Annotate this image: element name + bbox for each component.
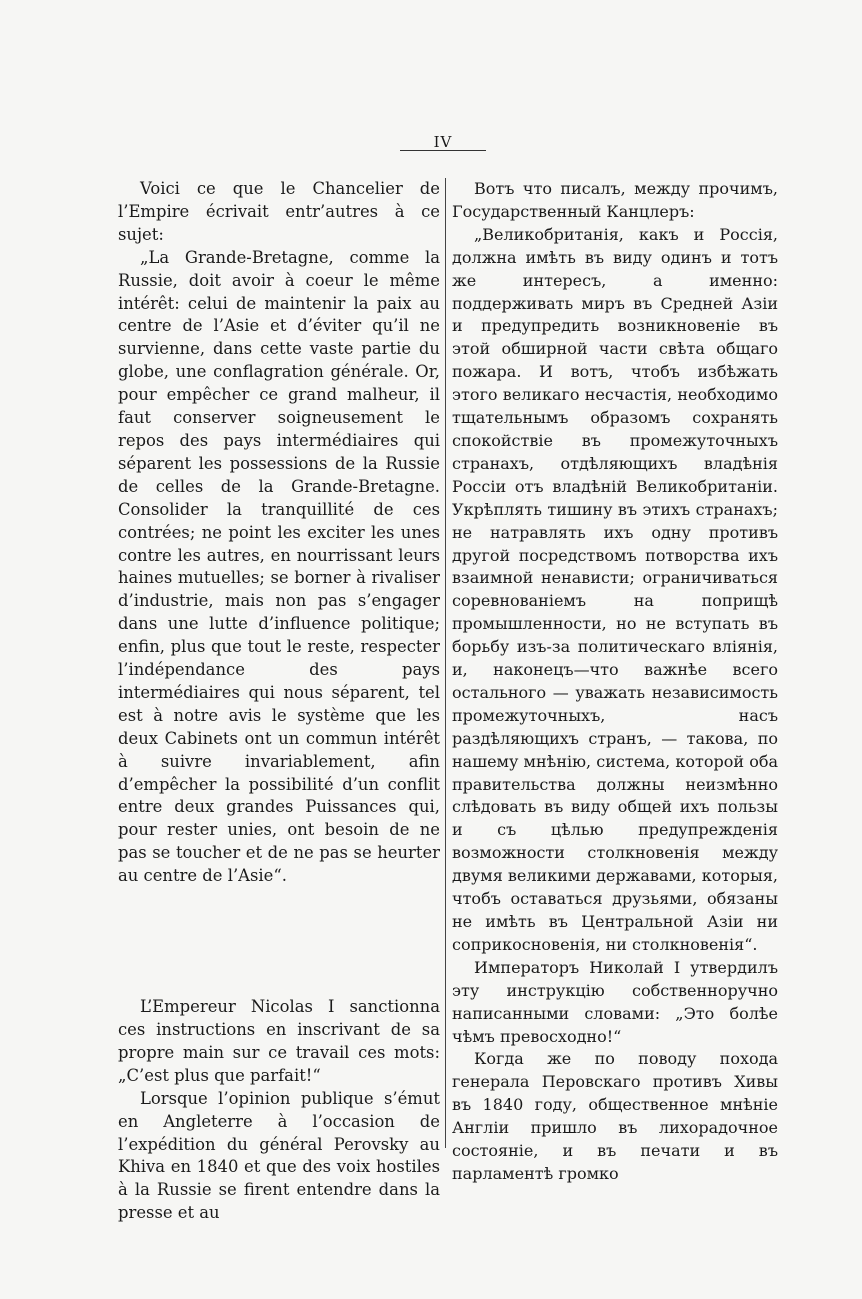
column-divider bbox=[445, 178, 446, 1148]
russian-column bbox=[452, 178, 778, 1186]
russian-paragraph-1: Вотъ что писалъ, между прочимъ, Государственный Канцлеръ: bbox=[452, 179, 778, 221]
french-paragraph-4: Lorsque l’opinion publique s’émut en Angleterre à l’occasion de l’expédition du général Perovsky au Khiva en 1840 et que des voix hostiles à la Russie se firent entendre dans la presse et au bbox=[118, 1088, 440, 1223]
french-paragraph-3: L’Empereur Nicolas I sanctionna ces instructions en inscrivant de sa propre main sur ce travail ces mots: „C’est plus que parfait!“ bbox=[118, 997, 440, 1085]
french-column bbox=[118, 178, 440, 1225]
header-rule bbox=[400, 150, 486, 151]
french-paragraph-1: Voici ce que le Chancelier de l’Empire écrivait entr’autres à ce sujet: bbox=[118, 179, 440, 244]
french-paragraph-2: „La Grande-Bretagne, comme la Russie, doit avoir à coeur le même intérêt: celui de maintenir la paix au centre de l’Asie et d’éviter qu’il ne survienne, dans cette vaste partie du globe, une conflagration générale. Or, pour empêcher ce grand malheur, il faut conserver soigneusement le repos des pays intermédiaires qui séparent les possessions de la Russie de celles de la Grande-Bretagne. Consolider la tranquillité de ces contrées; ne point les exciter les unes contre les autres, en nourrissant leurs haines mutuelles; se borner à rivaliser d’industrie, mais non pas s’engager dans une lutte d’influence politique; enfin, plus que tout le reste, respecter l’indépendance des pays intermédiaires qui nous séparent, tel est à notre avis le système que les deux Cabinets ont un commun intérêt à suivre invariablement, afin d’empêcher la possibilité d’un conflit entre deux grandes Puissances qui, pour rester unies, ont besoin de ne pas se toucher et de ne pas se heurter au centre de l’Asie“. bbox=[118, 247, 440, 886]
french-column-gap bbox=[118, 888, 440, 996]
page-number: IV bbox=[433, 133, 453, 151]
russian-paragraph-3: Императоръ Николай I утвердилъ эту инструкцію собственноручно написанными словами: „Это болѣе чѣмъ превосходно!“ bbox=[452, 957, 778, 1046]
russian-paragraph-2: „Великобританія, какъ и Россія, должна имѣть въ виду одинъ и тотъ же интересъ, а именно: поддерживать миръ въ Средней Азіи и предупредить возникновеніе въ этой обширной части свѣта общаго пожара. И вотъ, чтобъ избѣжать этого великаго несчастія, необходимо тщательнымъ образомъ сохранять спокойствіе въ промежуточныхъ странахъ, отдѣляющихъ владѣнія Россіи отъ владѣній Великобританіи. Укрѣплять тишину въ этихъ странахъ; не натравлять ихъ одну противъ другой посредствомъ потворства ихъ взаимной ненависти; ограничиваться соревнованіемъ на поприщѣ промышленности, но не вступать въ борьбу изъ-за политическаго вліянія, и, наконецъ—что важнѣе всего остального — уважать независимость промежуточныхъ, насъ раздѣляющихъ странъ, — такова, по нашему мнѣнію, система, которой оба правительства должны неизмѣнно слѣдовать въ виду общей ихъ пользы и съ цѣлью предупрежденія возможности столкновенія между двумя великими державами, которыя, чтобъ оставаться друзьями, обязаны не имѣть въ Центральной Азіи ни соприкосновенія, ни столкновенія“. bbox=[452, 224, 778, 954]
russian-paragraph-4: Когда же по поводу похода генерала Перовскаго противъ Хивы въ 1840 году, общественное мнѣніе Англіи пришло въ лихорадочное состояніе, и въ печати и въ парламентѣ громко bbox=[452, 1049, 778, 1183]
